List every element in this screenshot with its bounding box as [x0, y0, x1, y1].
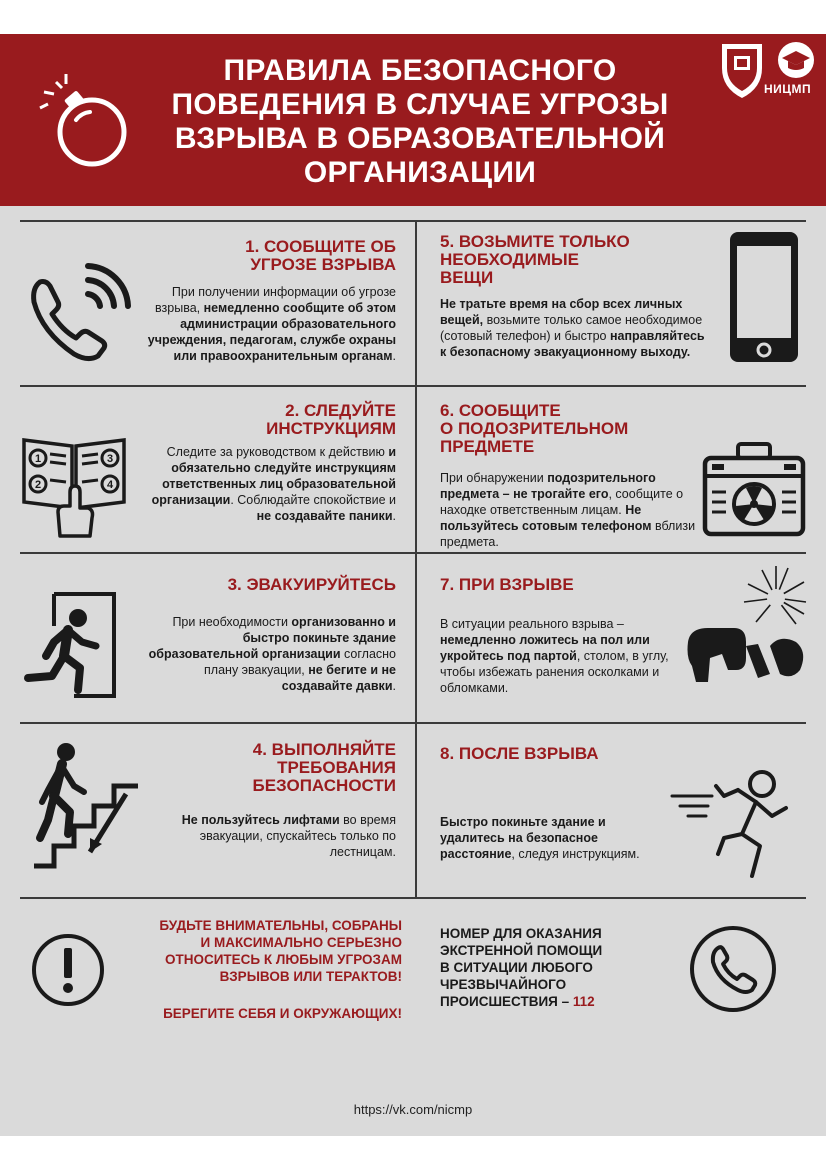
heading-line: 8. ПОСЛЕ ВЗРЫВА [440, 744, 599, 763]
person-running-icon [668, 760, 798, 880]
text-run: . Соблюдайте спокойствие и [230, 493, 396, 507]
text-run: При обнаружении [440, 471, 548, 485]
text-run: возьмите только самое необходимое (сотовый телефон) и быстро [440, 313, 703, 343]
heading-line: ВЕЩИ [440, 268, 494, 287]
emergency-line: В СИТУАЦИИ ЛЮБОГО [440, 960, 593, 975]
section-heading [136, 402, 396, 438]
logo-text: НИЦМП [764, 82, 812, 96]
title-line: ОРГАНИЗАЦИИ [303, 156, 537, 189]
section-text [166, 812, 396, 860]
section-text [440, 296, 710, 360]
poster [0, 34, 826, 1136]
heading-line: ИНСТРУКЦИЯМ [266, 419, 396, 438]
divider [20, 220, 806, 222]
page-title [150, 54, 690, 190]
warning-line: БУДЬТЕ ВНИМАТЕЛЬНЫ, СОБРАНЫ [159, 918, 402, 933]
text-run: направляйтесь к безопасному эвакуационному выходу. [440, 329, 705, 359]
text-run: При необходимости [172, 615, 292, 629]
smartphone-icon [728, 230, 800, 366]
text-run: , следуя инструкциям. [511, 847, 640, 861]
heading-line: УГРОЗЕ ВЗРЫВА [250, 255, 396, 274]
heading-line: НЕОБХОДИМЫЕ [440, 250, 580, 269]
section-heading [440, 233, 710, 287]
divider [415, 220, 417, 899]
emergency-line: НОМЕР ДЛЯ ОКАЗАНИЯ [440, 926, 602, 941]
text-run: Быстро покиньте здание и удалитесь на безопасное расстояние [440, 815, 606, 861]
instruction-booklet-icon [20, 432, 128, 540]
emergency-line [440, 993, 670, 1010]
text-run: . [392, 509, 396, 523]
text-run: подозрительного предмета – не трогайте его [440, 471, 656, 501]
text-run: . [392, 349, 396, 363]
text-run: Не пользуйтесь сотовым телефоном [440, 503, 652, 533]
warning-line: ОТНОСИТЕСЬ К ЛЮБЫМ УГРОЗАМ [164, 952, 402, 967]
section-text [440, 470, 700, 550]
heading-line: БЕЗОПАСНОСТИ [252, 776, 396, 795]
divider [20, 385, 806, 387]
text-run: Не тратьте время на сбор всех личных вещей, [440, 297, 683, 327]
section-heading [136, 238, 396, 274]
divider [20, 897, 806, 899]
emergency-number: 112 [572, 994, 595, 1009]
text-run: вблизи предмета. [440, 519, 696, 549]
footer-url[interactable]: https://vk.com/nicmp [353, 1102, 473, 1117]
exit-running-icon [20, 590, 120, 700]
warning-text [112, 917, 402, 985]
text-run: , столом, в углу, чтобы избежать ранения осколками и обломками. [440, 649, 669, 695]
text-run: не создавайте паники [256, 509, 393, 523]
suspicious-case-icon [702, 442, 806, 538]
svg-text:1: 1 [34, 453, 42, 465]
section-heading [136, 741, 396, 795]
header-banner [0, 34, 826, 206]
text-run: не бегите и не создавайте давки [281, 663, 396, 693]
section-text [136, 284, 396, 364]
section-heading [136, 576, 396, 594]
text-run: согласно плану эвакуации, [204, 647, 396, 677]
title-line: ПОВЕДЕНИЯ В СЛУЧАЕ УГРОЗЫ [171, 88, 669, 121]
text-run: При получении информации об угрозе взрыва, [155, 285, 396, 315]
warning-line: ВЗРЫВОВ ИЛИ ТЕРАКТОВ! [219, 969, 402, 984]
text-run: , сообщите о находке ответственным лицам. [440, 487, 684, 517]
text-run: Не пользуйтесь лифтами [181, 813, 340, 827]
section-heading [440, 745, 710, 763]
care-text: БЕРЕГИТЕ СЕБЯ И ОКРУЖАЮЩИХ! [163, 1006, 402, 1021]
text-run: . [392, 679, 396, 693]
heading-line: 1. СООБЩИТЕ ОБ [245, 237, 396, 256]
text-run: организованно и быстро покиньте здание образовательной организации [148, 615, 396, 661]
emergency-line-text: ПРОИСШЕСТВИЯ – [440, 994, 573, 1009]
section-text [440, 814, 650, 862]
section-heading [440, 576, 710, 594]
text-run: немедленно сообщите об этом администрации образовательного учреждения, педагогам, службе охраны или правоохранительным органам [147, 301, 396, 363]
divider [20, 722, 806, 724]
svg-text:4: 4 [106, 479, 114, 491]
emergency-line: ЭКСТРЕННОЙ ПОМОЩИ [440, 943, 603, 958]
text-run: В ситуации реального взрыва – [440, 617, 624, 631]
svg-text:2: 2 [34, 479, 42, 491]
text-run: во время эвакуации, спускайтесь только по лестницам. [199, 813, 396, 859]
heading-line: 3. ЭВАКУИРУЙТЕСЬ [227, 575, 396, 594]
graduation-cap-logo-icon [778, 42, 814, 78]
title-line: ВЗРЫВА В ОБРАЗОВАТЕЛЬНОЙ [174, 122, 666, 155]
section-heading [440, 402, 710, 456]
bomb-icon [36, 72, 136, 172]
divider [20, 552, 806, 554]
stairs-walking-icon [30, 742, 140, 870]
heading-line: ТРЕБОВАНИЯ [277, 758, 396, 777]
text-run: и обязательно следуйте инструкциям ответственных лиц образовательной организации [151, 445, 396, 507]
heading-line: О ПОДОЗРИТЕЛЬНОМ [440, 419, 629, 438]
heading-line: 5. ВОЗЬМИТЕ ТОЛЬКО [440, 232, 630, 251]
shield-logo-icon [722, 44, 762, 98]
section-text [440, 616, 682, 696]
phone-circle-icon [688, 924, 778, 1014]
heading-line: ПРЕДМЕТЕ [440, 437, 535, 456]
text-run: Следите за руководством к действию [166, 445, 389, 459]
heading-line: 6. СООБЩИТЕ [440, 401, 561, 420]
section-text [136, 614, 396, 694]
svg-text:3: 3 [106, 453, 114, 465]
emergency-info [440, 925, 670, 1010]
heading-line: 7. ПРИ ВЗРЫВЕ [440, 575, 574, 594]
exclamation-icon [30, 932, 106, 1008]
emergency-line: ЧРЕЗВЫЧАЙНОГО [440, 977, 567, 992]
title-line: ПРАВИЛА БЕЗОПАСНОГО [223, 54, 617, 87]
heading-line: 4. ВЫПОЛНЯЙТЕ [252, 740, 396, 759]
text-run: немедленно ложитесь на пол или укройтесь под партой [440, 633, 650, 663]
section-text [136, 444, 396, 524]
phone-signal-icon [22, 262, 132, 372]
warning-line: И МАКСИМАЛЬНО СЕРЬЕЗНО [200, 935, 402, 950]
heading-line: 2. СЛЕДУЙТЕ [285, 401, 396, 420]
